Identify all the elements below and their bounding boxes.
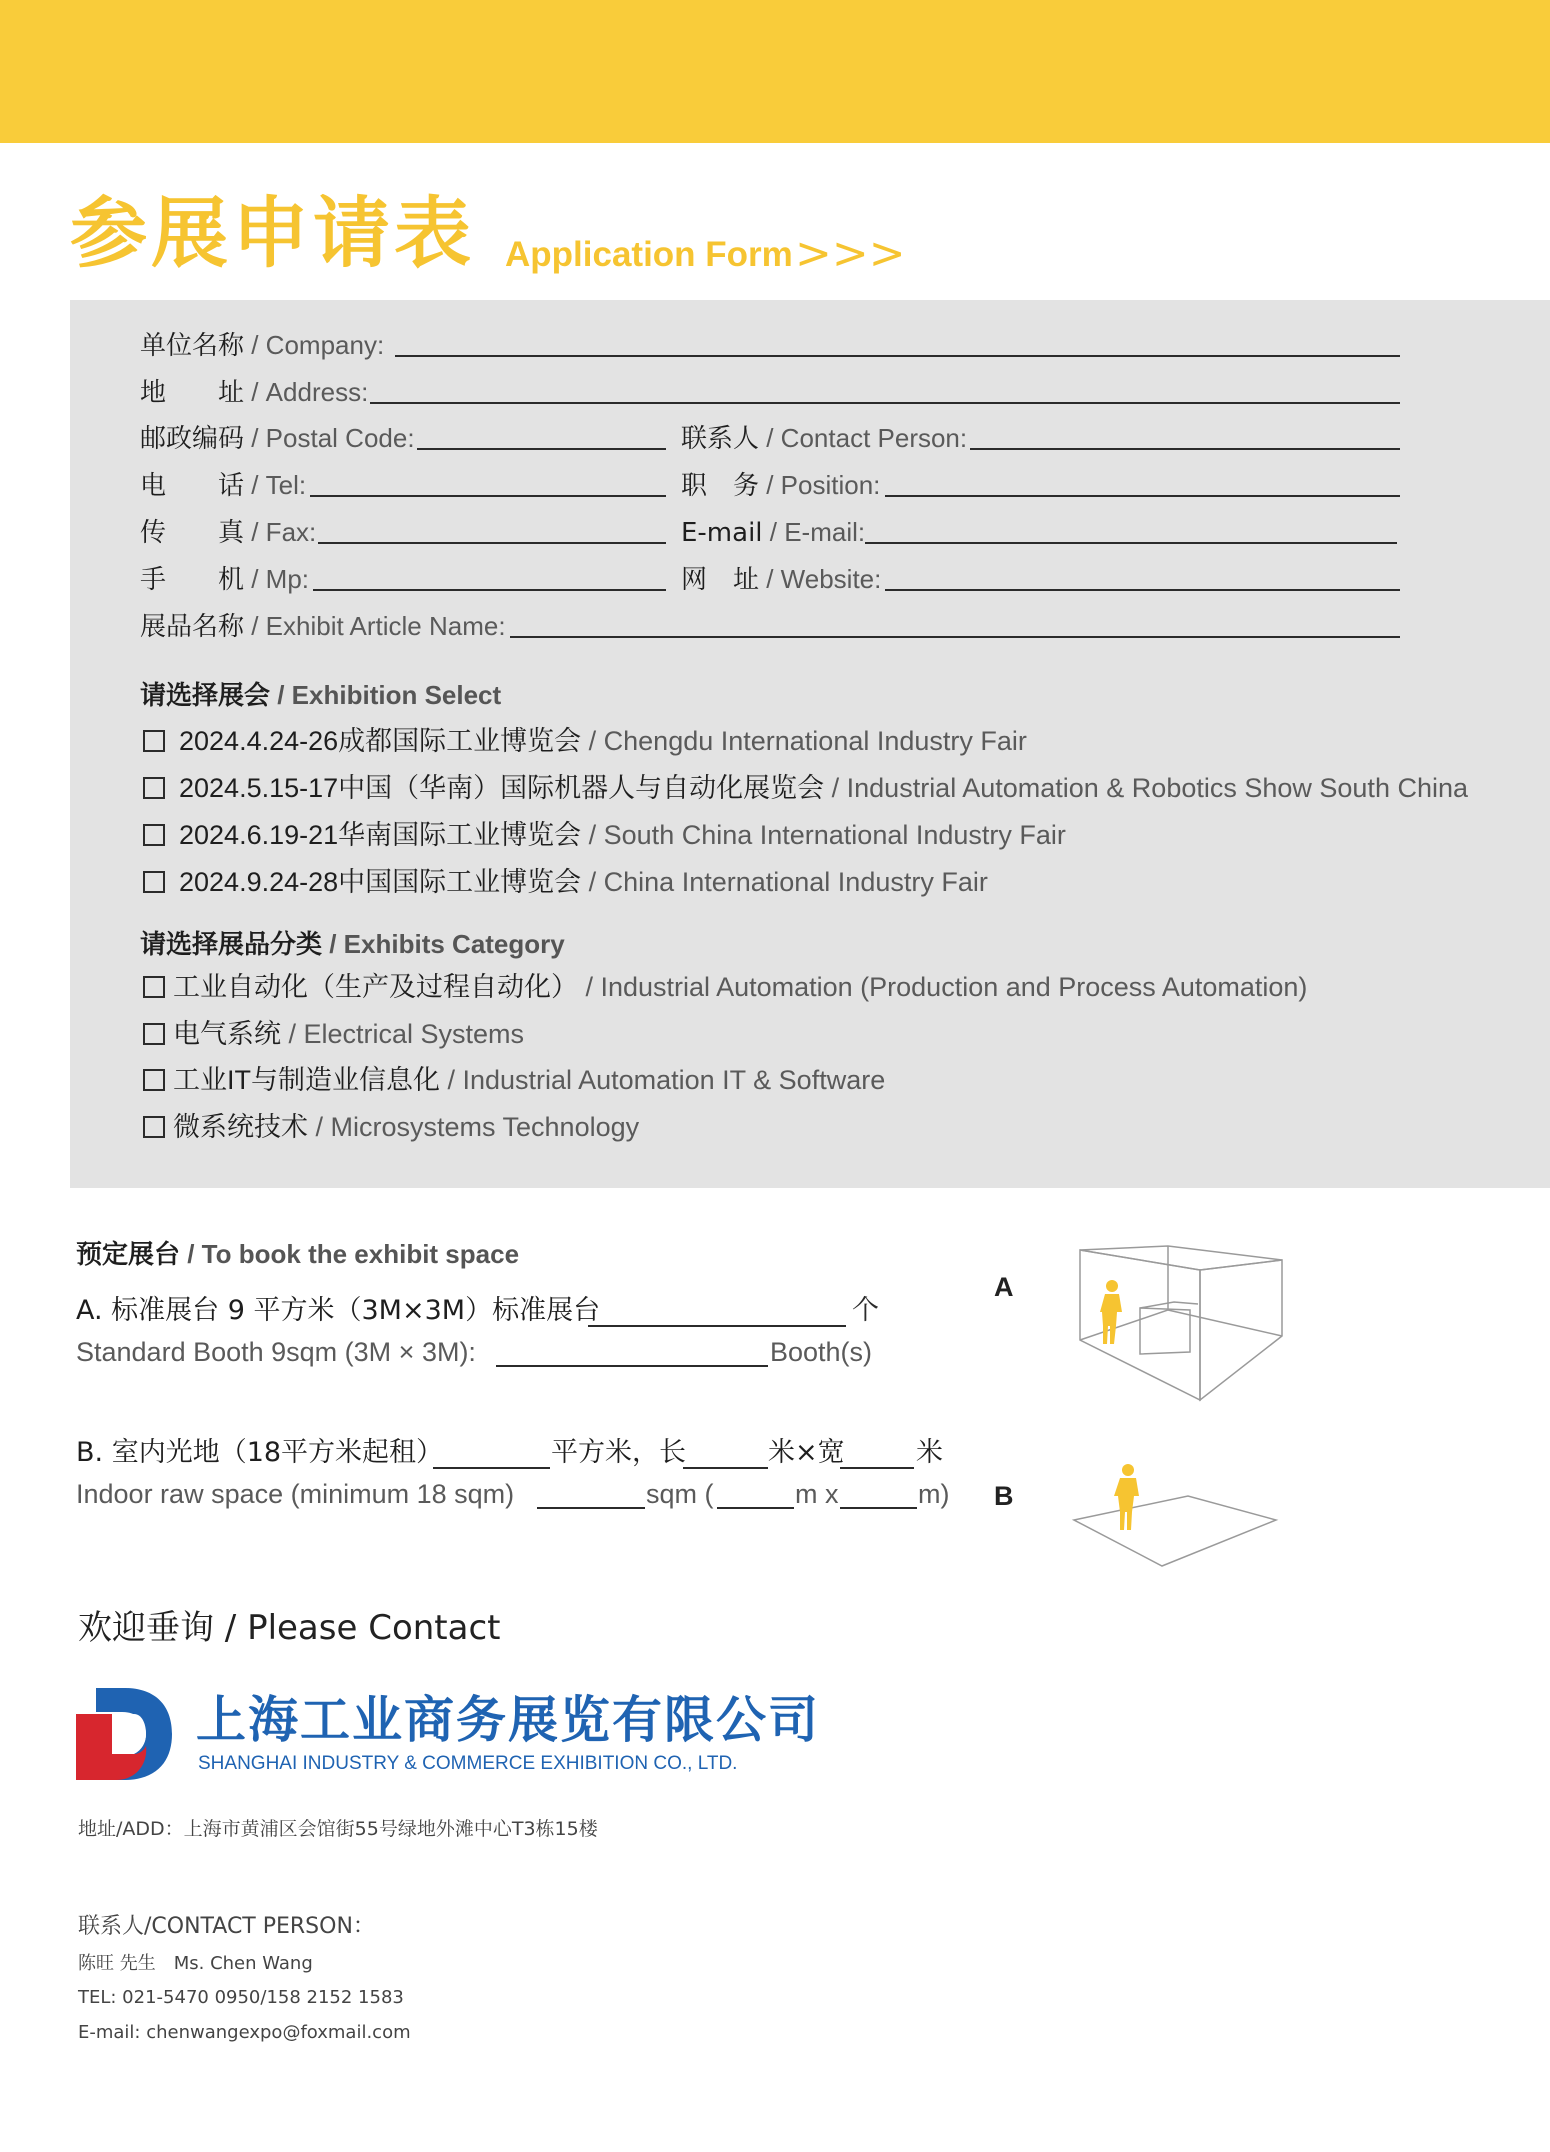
- checkbox[interactable]: [143, 730, 165, 752]
- category-option[interactable]: [143, 1062, 885, 1099]
- booth-b-area-field-en[interactable]: [537, 1507, 645, 1509]
- tel-label-cn: 电 话: [140, 471, 245, 501]
- address-label: [140, 374, 368, 411]
- option-label-en: / Chengdu International Industry Fair: [581, 726, 1027, 756]
- company-label-en: / Company:: [244, 330, 385, 360]
- booth-b-length-field[interactable]: [683, 1467, 768, 1469]
- booth-a-cn-line: [76, 1293, 600, 1329]
- booth-b-cn-text: B. 室内光地（18平方米起租）: [76, 1437, 444, 1468]
- booth-a-label: A: [994, 1272, 1014, 1302]
- booth-b-width-unit-en: m): [918, 1479, 950, 1509]
- exhibit-name-label: [140, 608, 506, 645]
- website-label-cn: 网 址: [681, 565, 760, 595]
- address-label-cn: 地 址: [140, 378, 245, 408]
- company-label: [140, 327, 384, 364]
- option-label-en: / Industrial Automation IT & Software: [440, 1065, 886, 1095]
- header-band: [0, 0, 1550, 143]
- booth-a-unit-cn: 个: [852, 1295, 879, 1326]
- contact-person-heading: 联系人/CONTACT PERSON：: [78, 1914, 375, 1939]
- option-label-cn: 2024.4.24-26成都国际工业博览会: [179, 726, 582, 756]
- exhibition-select-heading-cn: 请选择展会: [140, 681, 271, 711]
- booth-a-en-line: [76, 1334, 476, 1371]
- email-label: [681, 514, 865, 551]
- exhibit-name-label-cn: 展品名称: [140, 612, 245, 642]
- booth-a-unit-en: Booth(s): [770, 1337, 873, 1367]
- company-label-cn: 单位名称: [140, 331, 245, 361]
- booth-b-length-unit-en: m x: [795, 1479, 839, 1509]
- checkbox[interactable]: [143, 1069, 165, 1091]
- contact-person-name: 陈旺 先生 Ms. Chen Wang: [78, 1953, 313, 1974]
- checkbox[interactable]: [143, 824, 165, 846]
- email-label-en: / E-mail:: [762, 517, 866, 547]
- postal-field[interactable]: [417, 448, 666, 450]
- company-field[interactable]: [395, 355, 1400, 357]
- booth-a-en-text: Standard Booth 9sqm (3M × 3M):: [76, 1337, 476, 1367]
- email-label-cn: E-mail: [681, 518, 763, 548]
- option-label-en: / Electrical Systems: [281, 1019, 525, 1049]
- booth-b-area-unit: 平方米，长: [551, 1437, 686, 1468]
- mp-label-cn: 手 机: [140, 565, 245, 595]
- category-option[interactable]: [143, 1109, 639, 1146]
- raw-space-illustration: [1070, 1460, 1290, 1580]
- booth-b-label: B: [994, 1481, 1014, 1511]
- mp-label-en: / Mp:: [244, 564, 310, 594]
- option-label-en: / Microsystems Technology: [308, 1112, 640, 1142]
- postal-label-cn: 邮政编码: [140, 424, 245, 454]
- company-address: 地址/ADD：上海市黄浦区会馆街55号绿地外滩中心T3栋15楼: [78, 1818, 598, 1840]
- booth-b-area-field[interactable]: [433, 1467, 550, 1469]
- option-label-cn: 2024.5.15-17中国（华南）国际机器人与自动化展览会: [179, 773, 825, 803]
- postal-label: [140, 420, 415, 457]
- company-logo-icon: [76, 1684, 176, 1784]
- exhibition-select-heading-en: / Exhibition Select: [270, 680, 502, 710]
- company-name-cn: 上海工业商务展览有限公司: [196, 1691, 820, 1749]
- mp-field[interactable]: [313, 589, 666, 591]
- option-label-cn: 2024.9.24-28中国国际工业博览会: [179, 867, 582, 897]
- contact-person-label-en: / Contact Person:: [759, 423, 968, 453]
- category-option[interactable]: [143, 969, 1307, 1006]
- category-option[interactable]: [143, 1016, 524, 1053]
- mp-label: [140, 561, 309, 598]
- booth-b-area-unit-en: sqm (: [646, 1479, 714, 1509]
- checkbox[interactable]: [143, 976, 165, 998]
- booth-b-width-field[interactable]: [840, 1467, 914, 1469]
- fax-label-en: / Fax:: [244, 517, 317, 547]
- exhibits-category-heading-cn: 请选择展品分类: [140, 930, 323, 960]
- booth-b-width-unit: 米: [916, 1437, 943, 1468]
- exhibit-name-field[interactable]: [510, 636, 1400, 638]
- postal-label-en: / Postal Code:: [244, 423, 415, 453]
- address-label-en: / Address:: [244, 377, 369, 407]
- address-field[interactable]: [370, 402, 1400, 404]
- booth-b-en-line: [76, 1476, 514, 1513]
- person-icon: [1114, 1464, 1139, 1530]
- website-label: [681, 561, 881, 598]
- fax-field[interactable]: [318, 542, 666, 544]
- contact-person-label: [681, 420, 967, 457]
- booking-heading-cn: 预定展台: [76, 1240, 181, 1270]
- exhibition-option[interactable]: [143, 817, 1066, 854]
- checkbox[interactable]: [143, 1116, 165, 1138]
- exhibition-option[interactable]: [143, 864, 988, 901]
- checkbox[interactable]: [143, 777, 165, 799]
- position-label-en: / Position:: [759, 470, 881, 500]
- page-title-cn: 参展申请表: [70, 190, 475, 279]
- exhibition-select-heading: [140, 677, 501, 714]
- tel-label: [140, 467, 306, 504]
- page-title-en: Application Form: [505, 235, 793, 274]
- tel-label-en: / Tel:: [244, 470, 307, 500]
- position-field[interactable]: [885, 495, 1400, 497]
- booth-b-en-text: Indoor raw space (minimum 18 sqm): [76, 1479, 515, 1509]
- option-label-en: / Industrial Automation (Production and Process Automation): [578, 972, 1308, 1002]
- website-label-en: / Website:: [759, 564, 882, 594]
- booth-b-length-unit: 米×宽: [768, 1437, 845, 1468]
- standard-booth-illustration: [1070, 1240, 1290, 1410]
- option-label-en: / South China International Industry Fair: [581, 820, 1066, 850]
- exhibits-category-heading: [140, 926, 565, 963]
- exhibit-name-label-en: / Exhibit Article Name:: [244, 611, 506, 641]
- tel-field[interactable]: [310, 495, 666, 497]
- website-field[interactable]: [885, 589, 1400, 591]
- contact-tel: TEL: 021-5470 0950/158 2152 1583: [78, 1987, 404, 2008]
- fax-label-cn: 传 真: [140, 518, 245, 548]
- option-label-en: / China International Industry Fair: [581, 867, 988, 897]
- company-name-en: SHANGHAI INDUSTRY & COMMERCE EXHIBITION CO., LTD.: [198, 1753, 738, 1774]
- position-label-cn: 职 务: [681, 471, 760, 501]
- title-arrows: >>>: [795, 228, 906, 279]
- option-label-cn: 工业IT与制造业信息化: [173, 1065, 440, 1095]
- contact-person-field[interactable]: [970, 448, 1400, 450]
- option-label-en: / Industrial Automation & Robotics Show South China: [824, 773, 1469, 803]
- booking-heading: [76, 1236, 519, 1273]
- booking-heading-en: / To book the exhibit space: [180, 1239, 520, 1269]
- person-icon: [1100, 1280, 1122, 1344]
- exhibition-option[interactable]: [143, 770, 1468, 807]
- exhibits-category-heading-en: / Exhibits Category: [322, 929, 565, 959]
- position-label: [681, 467, 880, 504]
- booth-b-cn-line: [76, 1435, 443, 1471]
- contact-email[interactable]: E-mail: chenwangexpo@foxmail.com: [78, 2022, 411, 2043]
- exhibition-option[interactable]: [143, 723, 1027, 760]
- option-label-cn: 微系统技术: [173, 1112, 308, 1142]
- option-label-cn: 电气系统: [173, 1019, 281, 1049]
- fax-label: [140, 514, 316, 551]
- booth-a-count-field-en[interactable]: [496, 1365, 768, 1367]
- booth-a-count-field[interactable]: [588, 1325, 846, 1327]
- email-field[interactable]: [865, 542, 1397, 544]
- option-label-cn: 2024.6.19-21华南国际工业博览会: [179, 820, 582, 850]
- checkbox[interactable]: [143, 1023, 165, 1045]
- booth-b-length-field-en[interactable]: [717, 1507, 794, 1509]
- booth-a-cn-text: A. 标准展台 9 平方米（3M×3M）标准展台: [76, 1295, 601, 1326]
- contact-heading: 欢迎垂询 / Please Contact: [78, 1608, 501, 1648]
- booth-b-width-field-en[interactable]: [840, 1507, 917, 1509]
- contact-person-label-cn: 联系人: [681, 424, 760, 454]
- option-label-cn: 工业自动化（生产及过程自动化）: [173, 972, 578, 1002]
- checkbox[interactable]: [143, 871, 165, 893]
